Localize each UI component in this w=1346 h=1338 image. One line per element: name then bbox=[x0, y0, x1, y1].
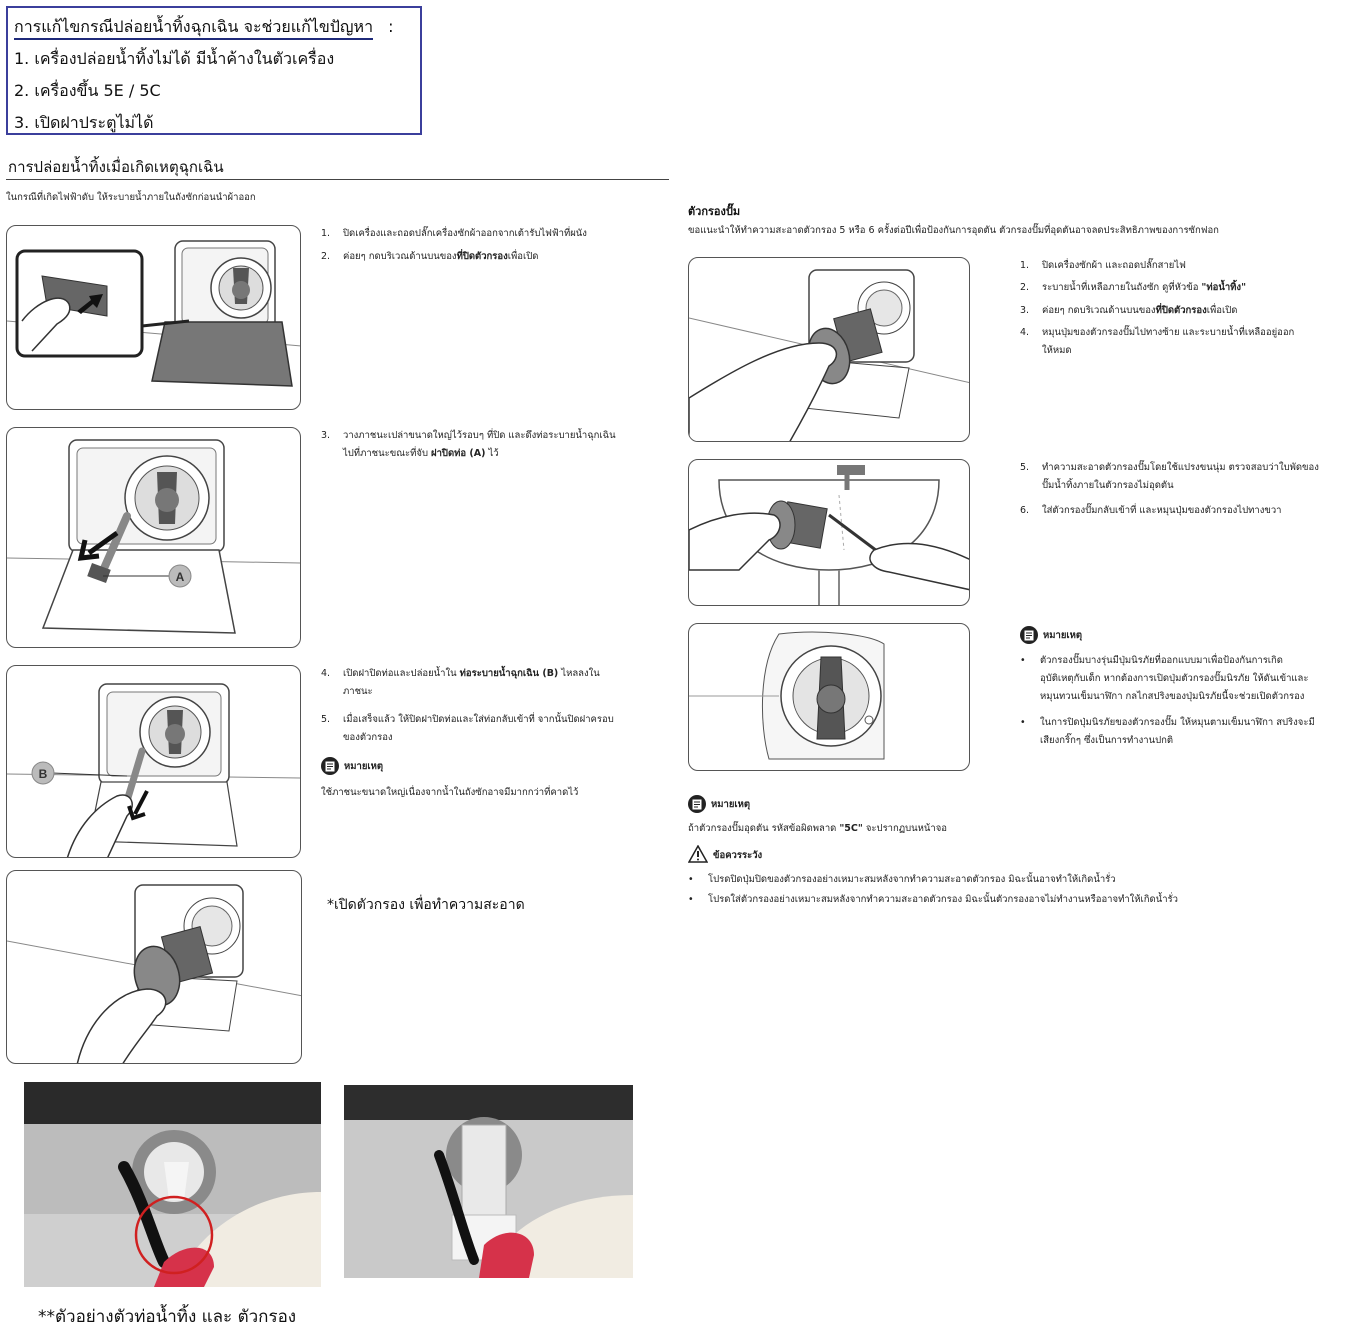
step-text: ไหลลงใน bbox=[558, 668, 600, 679]
pump-bottom-note-text bbox=[688, 823, 947, 835]
illustration-release-water bbox=[7, 666, 301, 858]
note-text: ถ้าตัวกรองปั๊มอุดตัน รหัสข้อผิดพลาด bbox=[688, 823, 840, 834]
intro-title-colon: : bbox=[388, 17, 394, 36]
bullet-text: โปรดปิดปุ่มปิดของตัวกรองอย่างเหมาะสมหลังจากทำความสะอาดตัวกรอง มิฉะนั้นอาจทำให้เกิดน้ำรั่ว bbox=[708, 874, 1116, 885]
step-text: ปิดเครื่องซักผ้า และถอดปลั๊กสายไฟ bbox=[1042, 260, 1186, 271]
step-bold: ฝาปิดท่อ (A) bbox=[431, 448, 486, 460]
figure-open-filter-cover bbox=[6, 225, 301, 410]
step-text: ค่อยๆ กดบริเวณด้านบนของ bbox=[1042, 305, 1156, 316]
emergency-note-header bbox=[321, 757, 383, 775]
step-number: 1. bbox=[321, 228, 331, 239]
note-text: จะปรากฏบนหน้าจอ bbox=[862, 823, 948, 834]
error-code: "5C" bbox=[839, 823, 863, 834]
emergency-step-3 bbox=[321, 427, 651, 463]
emergency-step-1 bbox=[321, 225, 651, 243]
figure-release-water bbox=[6, 665, 301, 858]
bullet-dot: • bbox=[688, 874, 694, 885]
illustration-pump-remove bbox=[689, 258, 970, 442]
step-number: 2. bbox=[321, 251, 331, 262]
pump-note-header bbox=[1020, 626, 1082, 644]
step-text: ค่อยๆ กดบริเวณด้านบนของ bbox=[343, 251, 457, 262]
photos-caption: **ตัวอย่างตัวท่อน้ำทิ้ง และ ตัวกรอง bbox=[38, 1307, 297, 1327]
note-icon bbox=[688, 795, 706, 813]
pump-step-1 bbox=[1020, 257, 1330, 275]
bullet-text: อุบัติเหตุกับเด็ก หากต้องการเปิดปุ่มตัวกรองปั๊มนิรภัย ให้ดันเข้าและ bbox=[1040, 673, 1309, 685]
step-bold: ที่ปิดตัวกรอง bbox=[456, 251, 508, 262]
step-text: ไปที่ภาชนะขณะที่จับ bbox=[343, 448, 432, 460]
step-text: ระบายน้ำที่เหลือภายในถังซัก ดูที่หัวข้อ bbox=[1042, 282, 1202, 293]
pump-subtitle: ขอแนะนำให้ทำความสะอาดตัวกรอง 5 หรือ 6 ครั้งต่อปีเพื่อป้องกันการอุดตัน ตัวกรองปั๊มที่อุดตันอาจลดประสิทธิภาพของการซักฟอก bbox=[688, 225, 1219, 236]
pump-bottom-note-header bbox=[688, 795, 750, 813]
step-text: วางภาชนะเปล่าขนาดใหญ่ไว้รอบๆ ที่ปิด และดึงท่อระบายน้ำฉุกเฉิน bbox=[343, 430, 616, 441]
photo-filter-image bbox=[344, 1085, 633, 1278]
caution-header bbox=[688, 845, 762, 866]
figure-pump-clean bbox=[688, 459, 970, 606]
pump-step-3 bbox=[1020, 302, 1330, 320]
step-text: หมุนปุ่มของตัวกรองปั๊มไปทางซ้าย และระบายน้ำที่เหลืออยู่ออก bbox=[1042, 327, 1295, 338]
warning-icon bbox=[688, 845, 708, 866]
label-a: A bbox=[175, 570, 185, 584]
step-text-after: เพื่อเปิด bbox=[507, 251, 539, 262]
note-label: หมายเหตุ bbox=[344, 760, 384, 772]
pump-step-4 bbox=[1020, 324, 1330, 360]
bullet-text: เสียงกริ๊กๆ ซึ่งเป็นการทำงานปกติ bbox=[1040, 735, 1174, 747]
step-number: 3. bbox=[321, 430, 331, 441]
step-text: ของตัวกรอง bbox=[343, 732, 393, 744]
intro-item-2: 2. เครื่องขึ้น 5E / 5C bbox=[14, 81, 161, 100]
emergency-note-text: ใช้ภาชนะขนาดใหญ่เนื่องจากน้ำในถังซักอาจมีมากกว่าที่คาดไว้ bbox=[321, 787, 579, 798]
intro-title bbox=[14, 15, 394, 40]
figure-pump-remove bbox=[688, 257, 970, 442]
step-text: ภาชนะ bbox=[343, 686, 373, 698]
step-bold: ท่อระบายน้ำฉุกเฉิน (B) bbox=[459, 668, 559, 679]
figure-pull-drain-hose bbox=[6, 427, 301, 648]
bullet-dot: • bbox=[688, 894, 694, 905]
figure-remove-filter bbox=[6, 870, 302, 1064]
step-number: 6. bbox=[1020, 505, 1030, 516]
photo-drain-hose bbox=[24, 1082, 321, 1287]
step-text: ปิดเครื่องและถอดปลั๊กเครื่องซักผ้าออกจากเต้ารับไฟฟ้าที่ผนัง bbox=[343, 228, 587, 239]
step-number: 4. bbox=[321, 668, 331, 679]
caution-label: ข้อควรระวัง bbox=[713, 850, 763, 861]
emergency-step-4 bbox=[321, 665, 651, 701]
figure-pump-knob bbox=[688, 623, 970, 771]
open-filter-caption: *เปิดตัวกรอง เพื่อทำความสะอาด bbox=[327, 897, 525, 913]
step-text: ทำความสะอาดตัวกรองปั๊มโดยใช้แปรงขนนุ่ม ตรวจสอบว่าใบพัดของ bbox=[1042, 462, 1319, 473]
illustration-pump-knob bbox=[689, 624, 970, 771]
bullet-dot: • bbox=[1020, 717, 1026, 728]
bullet-text: หมุนทวนเข็มนาฬิกา กลไกสปริงของปุ่มนิรภัยนี้จะช่วยเปิดตัวกรอง bbox=[1040, 691, 1305, 703]
bullet-text: โปรดใส่ตัวกรองอย่างเหมาะสมหลังจากทำความสะอาดตัวกรอง มิฉะนั้นตัวกรองอาจไม่ทำงานหรืออาจทำให้เกิดน้ำรั่ว bbox=[708, 894, 1178, 905]
step-bold: ที่ปิดตัวกรอง bbox=[1155, 305, 1207, 316]
caution-bullet-2 bbox=[688, 891, 1308, 909]
step-bold: "ท่อน้ำทิ้ง" bbox=[1201, 282, 1247, 293]
step-text: ปั๊มน้ำทิ้งภายในตัวกรองไม่อุดตัน bbox=[1042, 480, 1174, 492]
pump-title: ตัวกรองปั๊ม bbox=[688, 205, 741, 218]
illustration-drain-hose bbox=[7, 428, 301, 648]
illustration-open-cover bbox=[7, 226, 301, 410]
intro-item-1: 1. เครื่องปล่อยน้ำทิ้งไม่ได้ มีน้ำค้างในตัวเครื่อง bbox=[14, 49, 335, 68]
step-text-after: เพื่อเปิด bbox=[1206, 305, 1238, 316]
photo-filter bbox=[344, 1085, 633, 1278]
note-icon bbox=[1020, 626, 1038, 644]
label-b: B bbox=[38, 767, 48, 781]
step-number: 2. bbox=[1020, 282, 1030, 293]
pump-step-6 bbox=[1020, 502, 1340, 520]
emergency-title: การปล่อยน้ำทิ้งเมื่อเกิดเหตุฉุกเฉิน bbox=[8, 158, 224, 176]
illustration-remove-filter bbox=[7, 871, 302, 1064]
section-divider bbox=[6, 179, 669, 180]
emergency-step-5 bbox=[321, 711, 651, 747]
note-icon bbox=[321, 757, 339, 775]
pump-step-5 bbox=[1020, 459, 1340, 495]
step-number: 5. bbox=[321, 714, 331, 725]
emergency-step-2 bbox=[321, 248, 651, 266]
note-label: หมายเหตุ bbox=[711, 798, 751, 810]
step-number: 5. bbox=[1020, 462, 1030, 473]
pump-note-bullet-2 bbox=[1020, 714, 1340, 750]
caution-bullet-1 bbox=[688, 871, 1308, 889]
emergency-subtitle: ในกรณีที่เกิดไฟฟ้าดับ ให้ระบายน้ำภายในถังซักก่อนนำผ้าออก bbox=[6, 192, 256, 203]
intro-title-text: การแก้ไขกรณีปล่อยน้ำทิ้งฉุกเฉิน จะช่วยแก้ไขปัญหา bbox=[14, 17, 373, 40]
step-text: เมื่อเสร็จแล้ว ให้ปิดฝาปิดท่อและใส่ท่อกลับเข้าที่ จากนั้นปิดฝาครอบ bbox=[343, 714, 614, 725]
bullet-dot: • bbox=[1020, 655, 1026, 666]
step-text: เปิดฝาปิดท่อและปล่อยน้ำใน bbox=[343, 668, 460, 679]
pump-note-bullet-1 bbox=[1020, 652, 1340, 706]
step-number: 1. bbox=[1020, 260, 1030, 271]
step-number: 4. bbox=[1020, 327, 1030, 338]
illustration-pump-clean bbox=[689, 460, 970, 606]
bullet-text: ในการปิดปุ่มนิรภัยของตัวกรองปั๊ม ให้หมุนตามเข็มนาฬิกา สปริงจะมี bbox=[1040, 717, 1315, 728]
step-text: ให้หมด bbox=[1042, 345, 1072, 357]
bullet-text: ตัวกรองปั๊มบางรุ่นมีปุ่มนิรภัยที่ออกแบบมาเพื่อป้องกันการเกิด bbox=[1040, 655, 1283, 666]
step-text: ไว้ bbox=[485, 448, 499, 460]
intro-item-3: 3. เปิดฝาประตูไม่ได้ bbox=[14, 113, 154, 132]
step-number: 3. bbox=[1020, 305, 1030, 316]
photo-drain-hose-image bbox=[24, 1082, 321, 1287]
step-text: ใส่ตัวกรองปั๊มกลับเข้าที่ และหมุนปุ่มของตัวกรองไปทางขวา bbox=[1042, 505, 1282, 516]
note-label: หมายเหตุ bbox=[1043, 629, 1083, 641]
pump-step-2 bbox=[1020, 279, 1330, 297]
